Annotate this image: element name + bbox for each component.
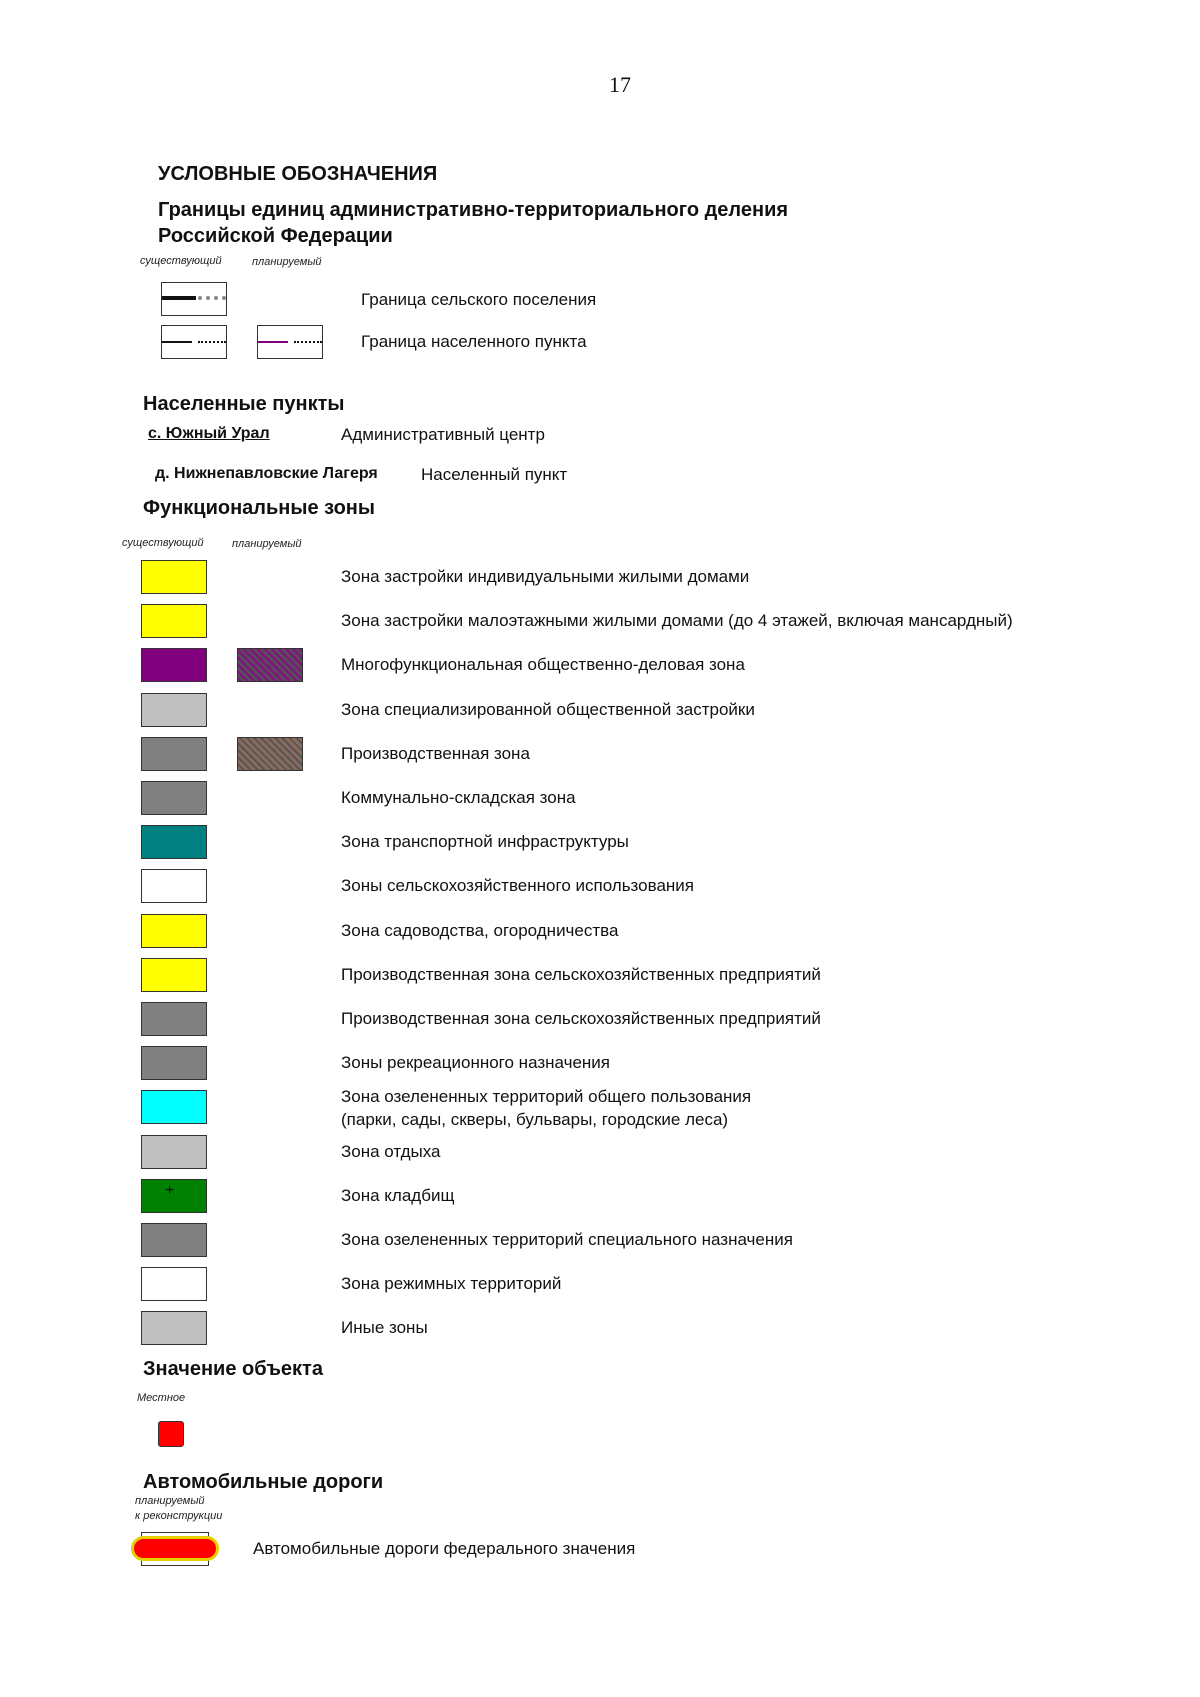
locality-border-label: Граница населенного пункта — [361, 332, 587, 351]
zone-label: Зона озелененных территорий специального назначения — [341, 1230, 793, 1249]
legend-title: УСЛОВНЫЕ ОБОЗНАЧЕНИЯ — [158, 163, 438, 185]
rural-settlement-border-label: Граница сельского поселения — [361, 290, 597, 309]
zones-heading: Функциональные зоны — [143, 497, 375, 519]
boundaries-heading-line1: Границы единиц административно-территориального деления — [158, 199, 789, 221]
admin-center-label: Административный центр — [341, 425, 545, 444]
zone-swatch-existing — [141, 869, 207, 903]
zone-label: Зона отдыха — [341, 1142, 441, 1161]
zone-label: Коммунально-складская зона — [341, 788, 576, 807]
zone-swatch-existing — [141, 560, 207, 594]
roads-heading: Автомобильные дороги — [143, 1471, 384, 1493]
zones-col-existing: существующий — [122, 537, 204, 549]
zone-label: Зона застройки индивидуальными жилыми домами — [341, 567, 750, 586]
roads-col-planned-line1: планируемый — [135, 1495, 205, 1507]
zone-label: Зоны сельскохозяйственного использования — [341, 876, 694, 895]
zone-label: Многофункциональная общественно-деловая зона — [341, 655, 745, 674]
zone-label: Зоны рекреационного назначения — [341, 1053, 611, 1072]
zone-label: Производственная зона — [341, 744, 530, 763]
boundaries-col-existing: существующий — [140, 255, 222, 267]
significance-col-local: Местное — [137, 1392, 186, 1404]
settlements-heading: Населенные пункты — [143, 393, 345, 415]
settlement-label: Населенный пункт — [421, 465, 568, 484]
zone-swatch-existing — [141, 1223, 207, 1257]
cemetery-cross-icon: + — [165, 1182, 175, 1199]
zone-swatch-existing — [141, 958, 207, 992]
rural-settlement-border-existing-symbol — [161, 282, 227, 316]
boundaries-heading-line2: Российской Федерации — [158, 225, 393, 247]
zone-swatch-existing — [141, 914, 207, 948]
zone-label: Зона застройки малоэтажными жилыми домами (до 4 этажей, включая мансардный) — [341, 611, 1013, 630]
roads-col-planned-line2: к реконструкции — [135, 1510, 223, 1522]
local-significance-marker — [158, 1421, 184, 1447]
zone-swatch-existing — [141, 1046, 207, 1080]
locality-border-planned-symbol — [257, 325, 323, 359]
zones-col-planned: планируемый — [232, 538, 302, 550]
zone-swatch-existing — [141, 825, 207, 859]
zone-label: Зона режимных территорий — [341, 1274, 562, 1293]
zone-label: Иные зоны — [341, 1318, 428, 1337]
page-number: 17 — [609, 72, 631, 97]
zone-swatch-existing — [141, 693, 207, 727]
zone-swatch-existing — [141, 737, 207, 771]
federal-road-label: Автомобильные дороги федерального значения — [253, 1539, 636, 1558]
zone-swatch-existing — [141, 1002, 207, 1036]
admin-center-name: с. Южный Урал — [148, 425, 270, 442]
zone-label-line2: (парки, сады, скверы, бульвары, городские леса) — [341, 1110, 729, 1129]
significance-heading: Значение объекта — [143, 1358, 323, 1380]
settlement-name: д. Нижнепавловские Лагеря — [155, 465, 378, 482]
zone-swatch-existing — [141, 1090, 207, 1124]
zone-label: Производственная зона сельскохозяйственных предприятий — [341, 1009, 821, 1028]
locality-border-existing-symbol — [161, 325, 227, 359]
zone-label: Производственная зона сельскохозяйственных предприятий — [341, 965, 821, 984]
zone-swatch-existing — [141, 1311, 207, 1345]
zone-swatch-existing — [141, 781, 207, 815]
zone-label: Зона специализированной общественной застройки — [341, 700, 755, 719]
federal-road-symbol — [131, 1536, 219, 1561]
zone-swatch-existing — [141, 1135, 207, 1169]
zone-swatch-existing — [141, 648, 207, 682]
zone-swatch-existing — [141, 1267, 207, 1301]
boundaries-col-planned: планируемый — [252, 256, 322, 268]
zone-label: Зона транспортной инфраструктуры — [341, 832, 629, 851]
zone-swatch-planned — [237, 737, 303, 771]
zone-label: Зона озелененных территорий общего пользования — [341, 1087, 752, 1106]
zone-swatch-existing — [141, 604, 207, 638]
zone-label: Зона кладбищ — [341, 1186, 455, 1205]
zone-label: Зона садоводства, огородничества — [341, 921, 619, 940]
zone-swatch-existing — [141, 1179, 207, 1213]
zone-swatch-planned — [237, 648, 303, 682]
